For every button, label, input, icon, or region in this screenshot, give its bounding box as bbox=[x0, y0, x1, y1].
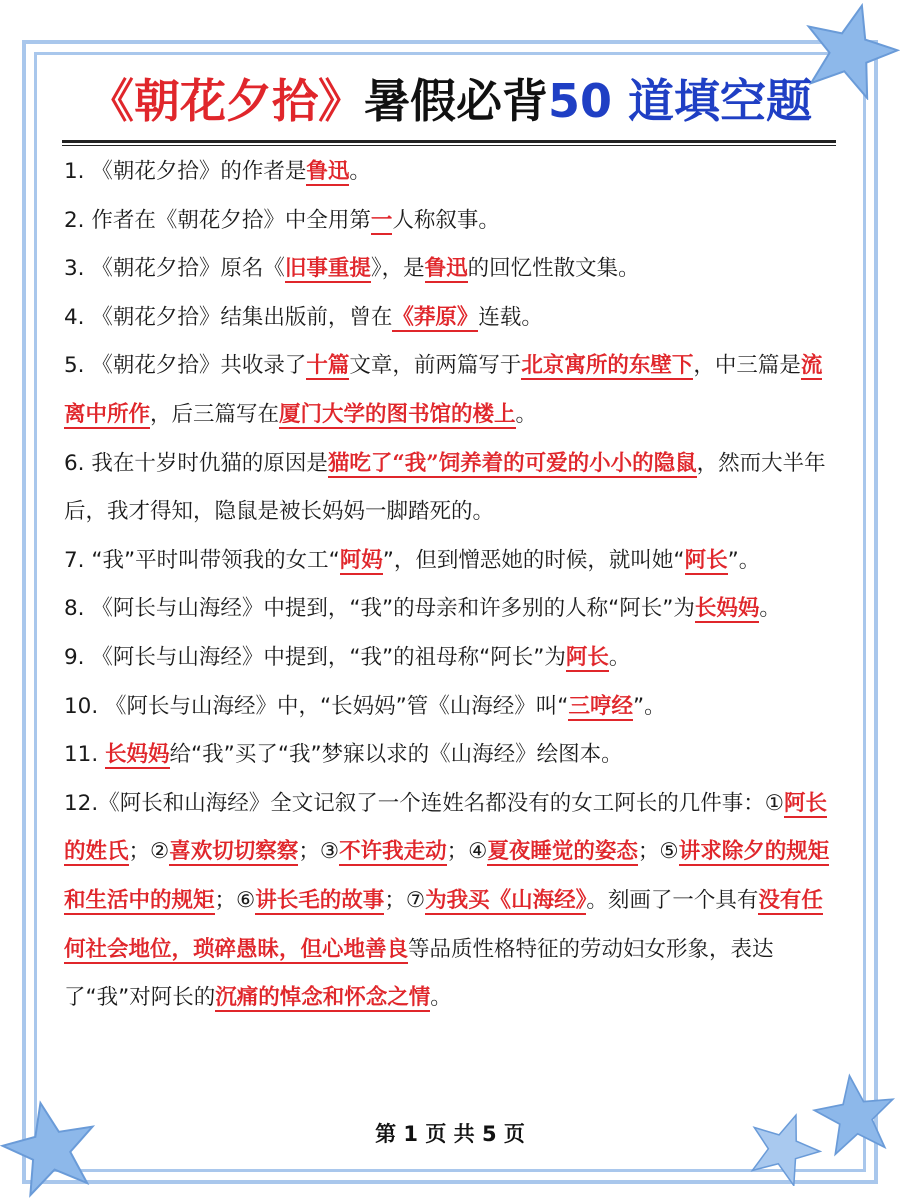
question-text: 5. 《朝花夕拾》共收录了 bbox=[64, 353, 307, 379]
answer-text: 长妈妈 bbox=[694, 596, 760, 622]
question-item bbox=[64, 148, 840, 197]
answer-text: 鲁迅 bbox=[424, 256, 468, 282]
question-text: 4. 《朝花夕拾》结集出版前，曾在 bbox=[64, 304, 393, 330]
question-text: 12.《阿长和山海经》全文记叙了一个连姓名都没有的女工阿长的几件事：① bbox=[64, 790, 784, 816]
answer-text: 阿长的姓氏 bbox=[64, 790, 827, 865]
answer-text: 三哼经 bbox=[568, 693, 633, 719]
question-list bbox=[64, 148, 840, 1023]
answer-text: 旧事重提 bbox=[284, 256, 371, 282]
question-text: ；⑤ bbox=[637, 839, 679, 865]
question-text: 3. 《朝花夕拾》原名《 bbox=[64, 256, 285, 282]
answer-text: 阿妈 bbox=[339, 547, 383, 573]
answer-text: 讲长毛的故事 bbox=[255, 887, 385, 913]
answer-text: 为我买《山海经》 bbox=[425, 887, 587, 913]
answer-text: 没有任何社会地位，琐碎愚昧，但心地善良 bbox=[64, 887, 823, 962]
question-text: 连载。 bbox=[478, 304, 543, 330]
title-count: 50 道填空题 bbox=[547, 74, 813, 128]
answer-text: 《莽原》 bbox=[392, 304, 479, 330]
question-text: ；③ bbox=[298, 839, 340, 865]
answer-text: 十篇 bbox=[306, 353, 350, 379]
question-text: 。 bbox=[430, 985, 452, 1011]
question-text: 8. 《阿长与山海经》中提到，“我”的母亲和许多别的人称“阿长”为 bbox=[64, 596, 695, 622]
answer-text: 喜欢切切察察 bbox=[169, 839, 299, 865]
question-item bbox=[64, 634, 840, 683]
question-text: ，中三篇是 bbox=[693, 353, 801, 379]
question-text: ”。 bbox=[727, 547, 761, 573]
question-text: 的回忆性散文集。 bbox=[467, 256, 640, 282]
question-text: 1. 《朝花夕拾》的作者是 bbox=[64, 159, 307, 184]
answer-text: 长妈妈 bbox=[105, 742, 170, 768]
question-text: ；⑦ bbox=[384, 887, 426, 913]
question-item bbox=[64, 197, 840, 246]
answer-text: 猫吃了“我”饲养着的可爱的小小的隐鼠 bbox=[327, 450, 697, 476]
answer-text: 流离中所作 bbox=[64, 353, 823, 427]
title-subject: 暑假必背 bbox=[363, 74, 548, 128]
answer-text: 阿长 bbox=[684, 547, 728, 573]
answer-text: 阿长 bbox=[565, 644, 609, 670]
answer-text: 沉痛的悼念和怀念之情 bbox=[215, 985, 431, 1011]
question-text: 。 bbox=[608, 644, 631, 670]
question-item bbox=[64, 731, 840, 780]
question-text: 》，是 bbox=[370, 256, 425, 282]
question-item bbox=[64, 342, 840, 439]
answer-text: 北京寓所的东壁下 bbox=[521, 353, 694, 379]
question-text: ；④ bbox=[446, 839, 488, 865]
question-text: ，后三篇写在 bbox=[150, 401, 280, 427]
answer-text: 鲁迅 bbox=[306, 159, 350, 184]
question-item bbox=[64, 585, 840, 634]
question-text: 等品质性格特征的劳动妇女形象，表达了“我”对阿长的 bbox=[64, 936, 774, 1011]
question-text: 给“我”买了“我”梦寐以求的《山海经》绘图本。 bbox=[169, 742, 623, 768]
answer-text: 讲求除夕的规矩和生活中的规矩 bbox=[64, 839, 830, 913]
question-text: 11. bbox=[64, 742, 106, 768]
question-text: ”，但到憎恶她的时候，就叫她“ bbox=[382, 547, 685, 573]
question-text: 文章，前两篇写于 bbox=[349, 353, 522, 379]
question-item bbox=[64, 440, 840, 537]
question-text: ；② bbox=[128, 839, 170, 865]
question-text: 6. 我在十岁时仇猫的原因是 bbox=[64, 450, 328, 476]
question-item bbox=[64, 245, 840, 294]
question-text: 。 bbox=[759, 596, 781, 622]
question-text: 2. 作者在《朝花夕拾》中全用第 bbox=[64, 207, 371, 233]
question-item bbox=[64, 780, 840, 1023]
answer-text: 夏夜睡觉的姿态 bbox=[487, 839, 638, 865]
question-item bbox=[64, 294, 840, 343]
star-icon-bottom-left bbox=[0, 1098, 100, 1198]
page-title bbox=[60, 66, 840, 136]
question-text: 人称叙事。 bbox=[392, 207, 500, 233]
title-divider bbox=[62, 140, 836, 146]
question-text: ”。 bbox=[632, 693, 666, 719]
answer-text: 不许我走动 bbox=[339, 839, 447, 865]
answer-text: 一 bbox=[370, 207, 393, 233]
question-text: 。 bbox=[349, 159, 371, 184]
question-text: 。刻画了一个具有 bbox=[586, 887, 759, 913]
answer-text: 厦门大学的图书馆的楼上 bbox=[279, 401, 516, 427]
title-book-name: 《朝花夕拾》 bbox=[87, 74, 364, 128]
question-text: 7. “我”平时叫带领我的女工“ bbox=[64, 547, 340, 573]
question-text: 9. 《阿长与山海经》中提到，“我”的祖母称“阿长”为 bbox=[64, 644, 566, 670]
page-number: 第 1 页 共 5 页 bbox=[375, 1122, 525, 1146]
question-text: ，然而大半年后，我才得知，隐鼠是被长妈妈一脚踏死的。 bbox=[64, 450, 826, 525]
question-text: 。 bbox=[515, 401, 538, 427]
question-item bbox=[64, 537, 840, 586]
question-item bbox=[64, 683, 840, 732]
question-text: ；⑥ bbox=[214, 887, 256, 913]
question-text: 10. 《阿长与山海经》中，“长妈妈”管《山海经》叫“ bbox=[64, 693, 569, 719]
